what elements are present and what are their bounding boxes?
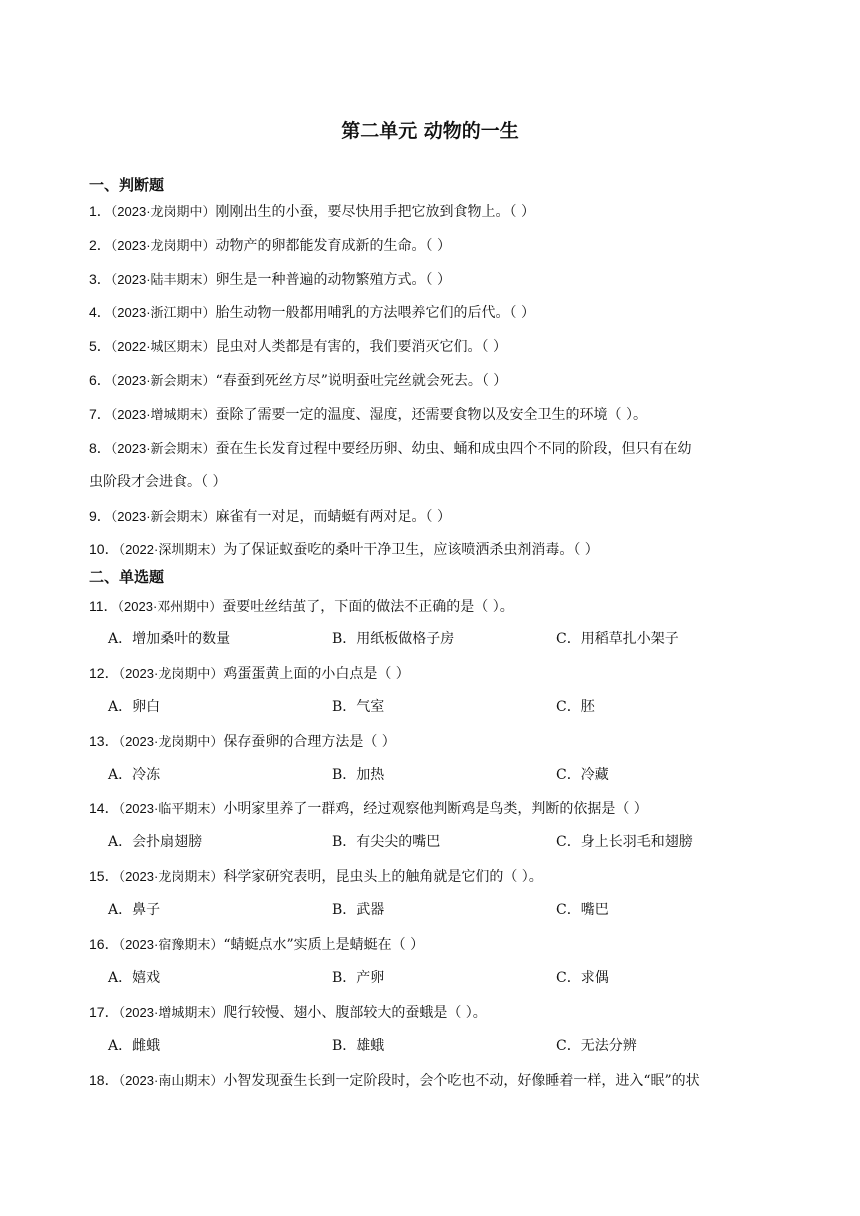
question-source: （2023·龙岗期中） xyxy=(118,734,224,749)
question-number: 18． xyxy=(89,1072,119,1088)
option-b: B．雄蛾 xyxy=(332,1038,385,1054)
question-source: （2023·浙江期中） xyxy=(110,305,216,320)
question-8 xyxy=(89,438,779,459)
section-heading-choice: 二、单选题 xyxy=(89,568,165,586)
section-heading-judge: 一、判断题 xyxy=(89,176,165,194)
question-14 xyxy=(89,798,779,819)
question-number: 2． xyxy=(89,237,111,253)
option-a: A．鼻子 xyxy=(108,902,161,918)
question-source: （2023·陆丰期末） xyxy=(110,272,216,287)
question-text: 刚刚出生的小蚕，要尽快用手把它放到食物上。（ ） xyxy=(215,204,535,220)
question-source: （2022·城区期末） xyxy=(110,339,216,354)
question-number: 12． xyxy=(89,665,119,681)
question-source: （2023·新会期末） xyxy=(110,373,216,388)
question-6 xyxy=(89,370,779,391)
question-text: 昆虫对人类都是有害的，我们要消灭它们。（ ） xyxy=(215,339,507,355)
question-text: 胎生动物一般都用哺乳的方法喂养它们的后代。（ ） xyxy=(215,305,535,321)
question-number: 1． xyxy=(89,203,111,219)
question-text: 科学家研究表明，昆虫头上的触角就是它们的（ ）。 xyxy=(223,869,543,885)
question-text: “春蚕到死丝方尽”说明蚕吐完丝就会死去。（ ） xyxy=(215,373,508,389)
question-3 xyxy=(89,269,779,290)
question-source: （2023·邓州期中） xyxy=(117,599,223,614)
question-source: （2023·龙岗期中） xyxy=(118,666,224,681)
option-c: C．求偶 xyxy=(556,970,609,986)
question-5 xyxy=(89,336,779,357)
option-c: C．身上长羽毛和翅膀 xyxy=(556,834,693,850)
question-source: （2022·深圳期末） xyxy=(118,542,224,557)
question-18 xyxy=(89,1070,779,1091)
question-number: 5． xyxy=(89,338,111,354)
question-source: （2023·龙岗期中） xyxy=(110,204,216,219)
option-c: C．胚 xyxy=(556,699,595,715)
question-number: 9． xyxy=(89,508,111,524)
question-number: 16． xyxy=(89,936,119,952)
question-16 xyxy=(89,934,779,955)
question-text: 动物产的卵都能发育成新的生命。（ ） xyxy=(215,238,451,254)
option-a: A．冷冻 xyxy=(108,767,161,783)
question-source: （2023·龙岗期末） xyxy=(118,869,224,884)
question-text: 小智发现蚕生长到一定阶段时，会个吃也不动，好像睡着一样，进入“眠”的状 xyxy=(223,1073,700,1089)
question-number: 15． xyxy=(89,868,119,884)
question-source: （2023·宿豫期末） xyxy=(118,937,224,952)
option-a: A．雌蛾 xyxy=(108,1038,161,1054)
question-15 xyxy=(89,866,779,887)
question-number: 11． xyxy=(89,598,118,614)
question-number: 4． xyxy=(89,304,111,320)
question-number: 7． xyxy=(89,406,111,422)
question-text: 卵生是一种普遍的动物繁殖方式。（ ） xyxy=(215,272,451,288)
option-c: C．无法分辨 xyxy=(556,1038,637,1054)
question-11 xyxy=(89,596,779,617)
question-text: 鸡蛋蛋黄上面的小白点是（ ） xyxy=(223,666,410,682)
option-c: C．嘴巴 xyxy=(556,902,609,918)
question-number: 13． xyxy=(89,733,119,749)
question-text: 蚕要吐丝结茧了，下面的做法不正确的是（ ）。 xyxy=(222,599,514,615)
question-9 xyxy=(89,506,779,527)
option-b: B．产卵 xyxy=(332,970,385,986)
question-text: 保存蚕卵的合理方法是（ ） xyxy=(223,734,396,750)
option-c: C．冷藏 xyxy=(556,767,609,783)
option-b: B．加热 xyxy=(332,767,385,783)
question-text: “蜻蜓点水”实质上是蜻蜓在（ ） xyxy=(223,937,425,953)
option-a: A．卵白 xyxy=(108,699,161,715)
question-1 xyxy=(89,201,779,222)
page-title: 第二单元 动物的一生 xyxy=(341,120,519,142)
question-10 xyxy=(89,539,779,560)
option-a: A．增加桑叶的数量 xyxy=(108,631,231,647)
question-text: 爬行较慢、翅小、腹部较大的蚕蛾是（ ）。 xyxy=(223,1005,487,1021)
question-number: 8． xyxy=(89,440,111,456)
question-text: 蚕除了需要一定的温度、湿度，还需要食物以及安全卫生的环境（ ）。 xyxy=(215,407,647,423)
question-source: （2023·南山期末） xyxy=(118,1073,224,1088)
option-b: B．武器 xyxy=(332,902,385,918)
question-number: 10． xyxy=(89,541,119,557)
question-12 xyxy=(89,663,779,684)
question-source: （2023·增城期末） xyxy=(118,1005,224,1020)
option-b: B．有尖尖的嘴巴 xyxy=(332,834,441,850)
option-b: B．气室 xyxy=(332,699,385,715)
option-c: C．用稻草扎小架子 xyxy=(556,631,679,647)
question-source: （2023·增城期末） xyxy=(110,407,216,422)
question-source: （2023·临平期末） xyxy=(118,801,224,816)
question-source: （2023·新会期末） xyxy=(110,509,216,524)
question-text: 为了保证蚁蚕吃的桑叶干净卫生，应该喷洒杀虫剂消毒。（ ） xyxy=(223,542,599,558)
question-7 xyxy=(89,404,779,425)
question-number: 3． xyxy=(89,271,111,287)
question-8-continued: 虫阶段才会进食。（ ） xyxy=(89,474,227,490)
question-13 xyxy=(89,731,779,752)
question-number: 6． xyxy=(89,372,111,388)
option-a: A．嬉戏 xyxy=(108,970,161,986)
question-number: 14． xyxy=(89,800,119,816)
question-text: 麻雀有一对足，而蜻蜓有两对足。（ ） xyxy=(215,509,451,525)
question-source: （2023·龙岗期中） xyxy=(110,238,216,253)
question-4 xyxy=(89,302,779,323)
question-source: （2023·新会期末） xyxy=(110,441,216,456)
option-b: B．用纸板做格子房 xyxy=(332,631,455,647)
question-number: 17． xyxy=(89,1004,119,1020)
question-text: 小明家里养了一群鸡，经过观察他判断鸡是鸟类，判断的依据是（ ） xyxy=(223,801,648,817)
question-2 xyxy=(89,235,779,256)
question-17 xyxy=(89,1002,779,1023)
option-a: A．会扑扇翅膀 xyxy=(108,834,203,850)
question-text: 蚕在生长发育过程中要经历卵、幼虫、蛹和成虫四个不同的阶段，但只有在幼 xyxy=(215,441,692,457)
